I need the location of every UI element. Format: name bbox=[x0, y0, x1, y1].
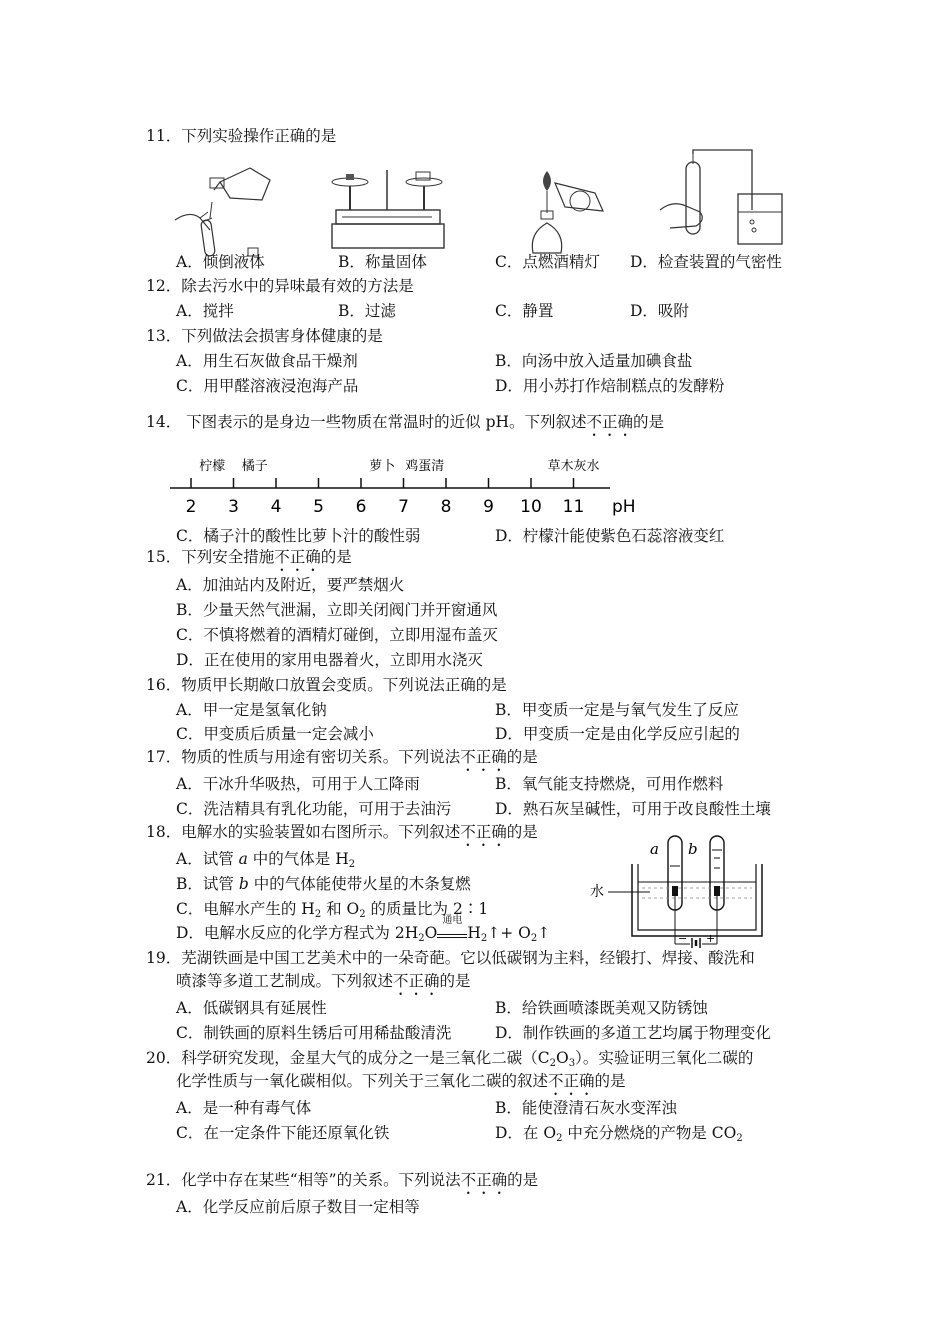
positive-terminal: + bbox=[706, 932, 716, 945]
q11-stem: 11．下列实验操作正确的是 bbox=[146, 127, 337, 145]
q11-option-a: A．倾倒液体 bbox=[176, 253, 265, 271]
ph-axis-title: pH bbox=[612, 497, 636, 517]
ph-tick-label-3: 3 bbox=[228, 497, 239, 517]
q13-option-d: D．用小苏打作焙制糕点的发酵粉 bbox=[495, 377, 725, 395]
ph-scale-chart bbox=[170, 452, 650, 526]
q21-option-a: A．化学反应前后原子数目一定相等 bbox=[176, 1198, 420, 1216]
q12-option-b: B．过滤 bbox=[338, 302, 396, 320]
light-alcohol-lamp-figure bbox=[525, 163, 615, 262]
q15-option-d: D．正在使用的家用电器着火，立即用水浇灭 bbox=[176, 651, 483, 669]
q19-option-c: C．制铁画的原料生锈后可用稀盐酸清洗 bbox=[176, 1024, 452, 1042]
q15-option-c: C．不慎将燃着的酒精灯碰倒，立即用湿布盖灭 bbox=[176, 626, 498, 644]
q14-option-c: C．橘子汁的酸性比萝卜汁的酸性弱 bbox=[176, 527, 421, 545]
q14-stem: 14． 下图表示的是身边一些物质在常温时的近似 pH。下列叙述不正确的是 bbox=[146, 413, 665, 431]
q12-option-c: C．静置 bbox=[495, 302, 554, 320]
tube-b-label: b bbox=[688, 840, 698, 858]
q18-option-c: C．电解水产生的 $H_2$ 和 $O_2$ 的质量比为 2∶1 bbox=[176, 900, 489, 920]
electrolysis-apparatus-figure bbox=[590, 828, 790, 952]
q14-option-d: D．柠檬汁能使紫色石蕊溶液变红 bbox=[495, 527, 725, 545]
ph-tick-label-2: 2 bbox=[185, 497, 197, 517]
q17-option-c: C．洗洁精具有乳化功能，可用于去油污 bbox=[176, 800, 452, 818]
q17-option-d: D．熟石灰呈碱性，可用于改良酸性土壤 bbox=[495, 800, 771, 818]
q20-option-b: B．能使澄清石灰水变浑浊 bbox=[495, 1099, 677, 1117]
q15-option-a: A．加油站内及附近，要严禁烟火 bbox=[176, 576, 405, 594]
q19-stem-line1: 19．芜湖铁画是中国工艺美术中的一朵奇葩。它以低碳钢为主料，经锻打、焊接、酸洗和 bbox=[146, 949, 755, 967]
q16-option-a: A．甲一定是氢氧化钠 bbox=[176, 701, 327, 719]
q19-option-d: D．制作铁画的多道工艺均属于物理变化 bbox=[495, 1024, 771, 1042]
q18-stem: 18．电解水的实验装置如右图所示。下列叙述不正确的是 bbox=[146, 823, 538, 841]
ph-tick-label-5: 5 bbox=[313, 497, 324, 517]
q11-option-b: B．称量固体 bbox=[338, 253, 427, 271]
q20-stem-line2: 化学性质与一氧化碳相似。下列关于三氧化二碳的叙述不正确的是 bbox=[176, 1072, 626, 1090]
q16-option-d: D．甲变质一定是由化学反应引起的 bbox=[495, 725, 740, 743]
q21-stem: 21．化学中存在某些“相等”的关系。下列说法不正确的是 bbox=[146, 1171, 539, 1189]
reaction-condition: 通电 bbox=[437, 924, 467, 938]
ph-tick-label-9: 9 bbox=[483, 497, 494, 517]
negative-terminal: − bbox=[678, 932, 688, 945]
q20-stem-line1: 20．科学研究发现，金星大气的成分之一是三氧化二碳$(C_2O_3)$。实验证明三氧化二碳的 bbox=[146, 1049, 754, 1069]
ph-tick-label-10: 10 bbox=[520, 497, 542, 517]
water-label: 水 bbox=[590, 884, 604, 900]
q16-option-c: C．甲变质后质量一定会减小 bbox=[176, 725, 374, 743]
q16-option-b: B．甲变质一定是与氧气发生了反应 bbox=[495, 701, 739, 719]
airtightness-check-figure bbox=[660, 150, 800, 254]
electrode-a bbox=[672, 886, 678, 896]
q16-stem: 16．物质甲长期敞口放置会变质。下列说法正确的是 bbox=[146, 676, 507, 694]
electrode-b bbox=[714, 886, 720, 896]
ph-tick-label-11: 11 bbox=[562, 497, 585, 517]
q15-option-b: B．少量天然气泄漏，立即关闭阀门并开窗通风 bbox=[176, 601, 498, 619]
ph-substance-label-4: 草木灰水 bbox=[547, 459, 600, 474]
ph-scale-svg bbox=[170, 452, 650, 522]
q19-option-a: A．低碳钢具有延展性 bbox=[176, 999, 327, 1017]
ph-tick-label-6: 6 bbox=[355, 497, 367, 517]
ph-tick-label-7: 7 bbox=[398, 497, 409, 517]
q17-option-a: A．干冰升华吸热，可用于人工降雨 bbox=[176, 775, 420, 793]
ph-tick-label-8: 8 bbox=[440, 497, 452, 517]
ph-substance-label-0: 柠檬 bbox=[199, 459, 226, 474]
q19-option-b: B．给铁画喷漆既美观又防锈蚀 bbox=[495, 999, 708, 1017]
tube-a-label: a bbox=[650, 840, 659, 858]
q17-option-b: B．氧气能支持燃烧，可用作燃料 bbox=[495, 775, 724, 793]
q13-option-a: A．用生石灰做食品干燥剂 bbox=[176, 352, 358, 370]
balance-figure bbox=[328, 170, 448, 264]
ph-substance-label-1: 橘子 bbox=[241, 459, 268, 474]
q18-option-d: D．电解水反应的化学方程式为 $2H_2O$ 通电 $H_2↑+$ $O_2↑$ bbox=[176, 915, 551, 944]
q15-stem: 15．下列安全措施不正确的是 bbox=[146, 548, 352, 566]
q20-option-a: A．是一种有毒气体 bbox=[176, 1099, 312, 1117]
water-trough bbox=[632, 864, 762, 936]
q13-option-c: C．用甲醛溶液浸泡海产品 bbox=[176, 377, 359, 395]
q18-option-a: A．试管 a 中的气体是 $H_2$ bbox=[176, 850, 356, 870]
pour-liquid-figure bbox=[170, 160, 280, 264]
q20-option-d: D．在 $O_2$ 中充分燃烧的产物是 $CO_2$ bbox=[495, 1124, 743, 1144]
q17-stem: 17．物质的性质与用途有密切关系。下列说法不正确的是 bbox=[146, 748, 538, 766]
q11-option-d: D．检查装置的气密性 bbox=[630, 253, 782, 271]
q20-option-c: C．在一定条件下能还原氧化铁 bbox=[176, 1124, 390, 1142]
ph-substance-label-3: 鸡蛋清 bbox=[405, 459, 445, 474]
q12-option-d: D．吸附 bbox=[630, 302, 689, 320]
q19-stem-line2: 喷漆等多道工艺制成。下列叙述不正确的是 bbox=[176, 972, 471, 990]
q12-stem: 12．除去污水中的异味最有效的方法是 bbox=[146, 277, 414, 295]
q13-stem: 13．下列做法会损害身体健康的是 bbox=[146, 327, 383, 345]
q18-option-b: B．试管 b 中的气体能使带火星的木条复燃 bbox=[176, 875, 471, 893]
ph-tick-label-4: 4 bbox=[270, 497, 282, 517]
ph-substance-label-2: 萝卜 bbox=[369, 459, 396, 474]
q12-option-a: A．搅拌 bbox=[176, 302, 234, 320]
q11-option-c: C．点燃酒精灯 bbox=[495, 253, 600, 271]
q13-option-b: B．向汤中放入适量加碘食盐 bbox=[495, 352, 693, 370]
